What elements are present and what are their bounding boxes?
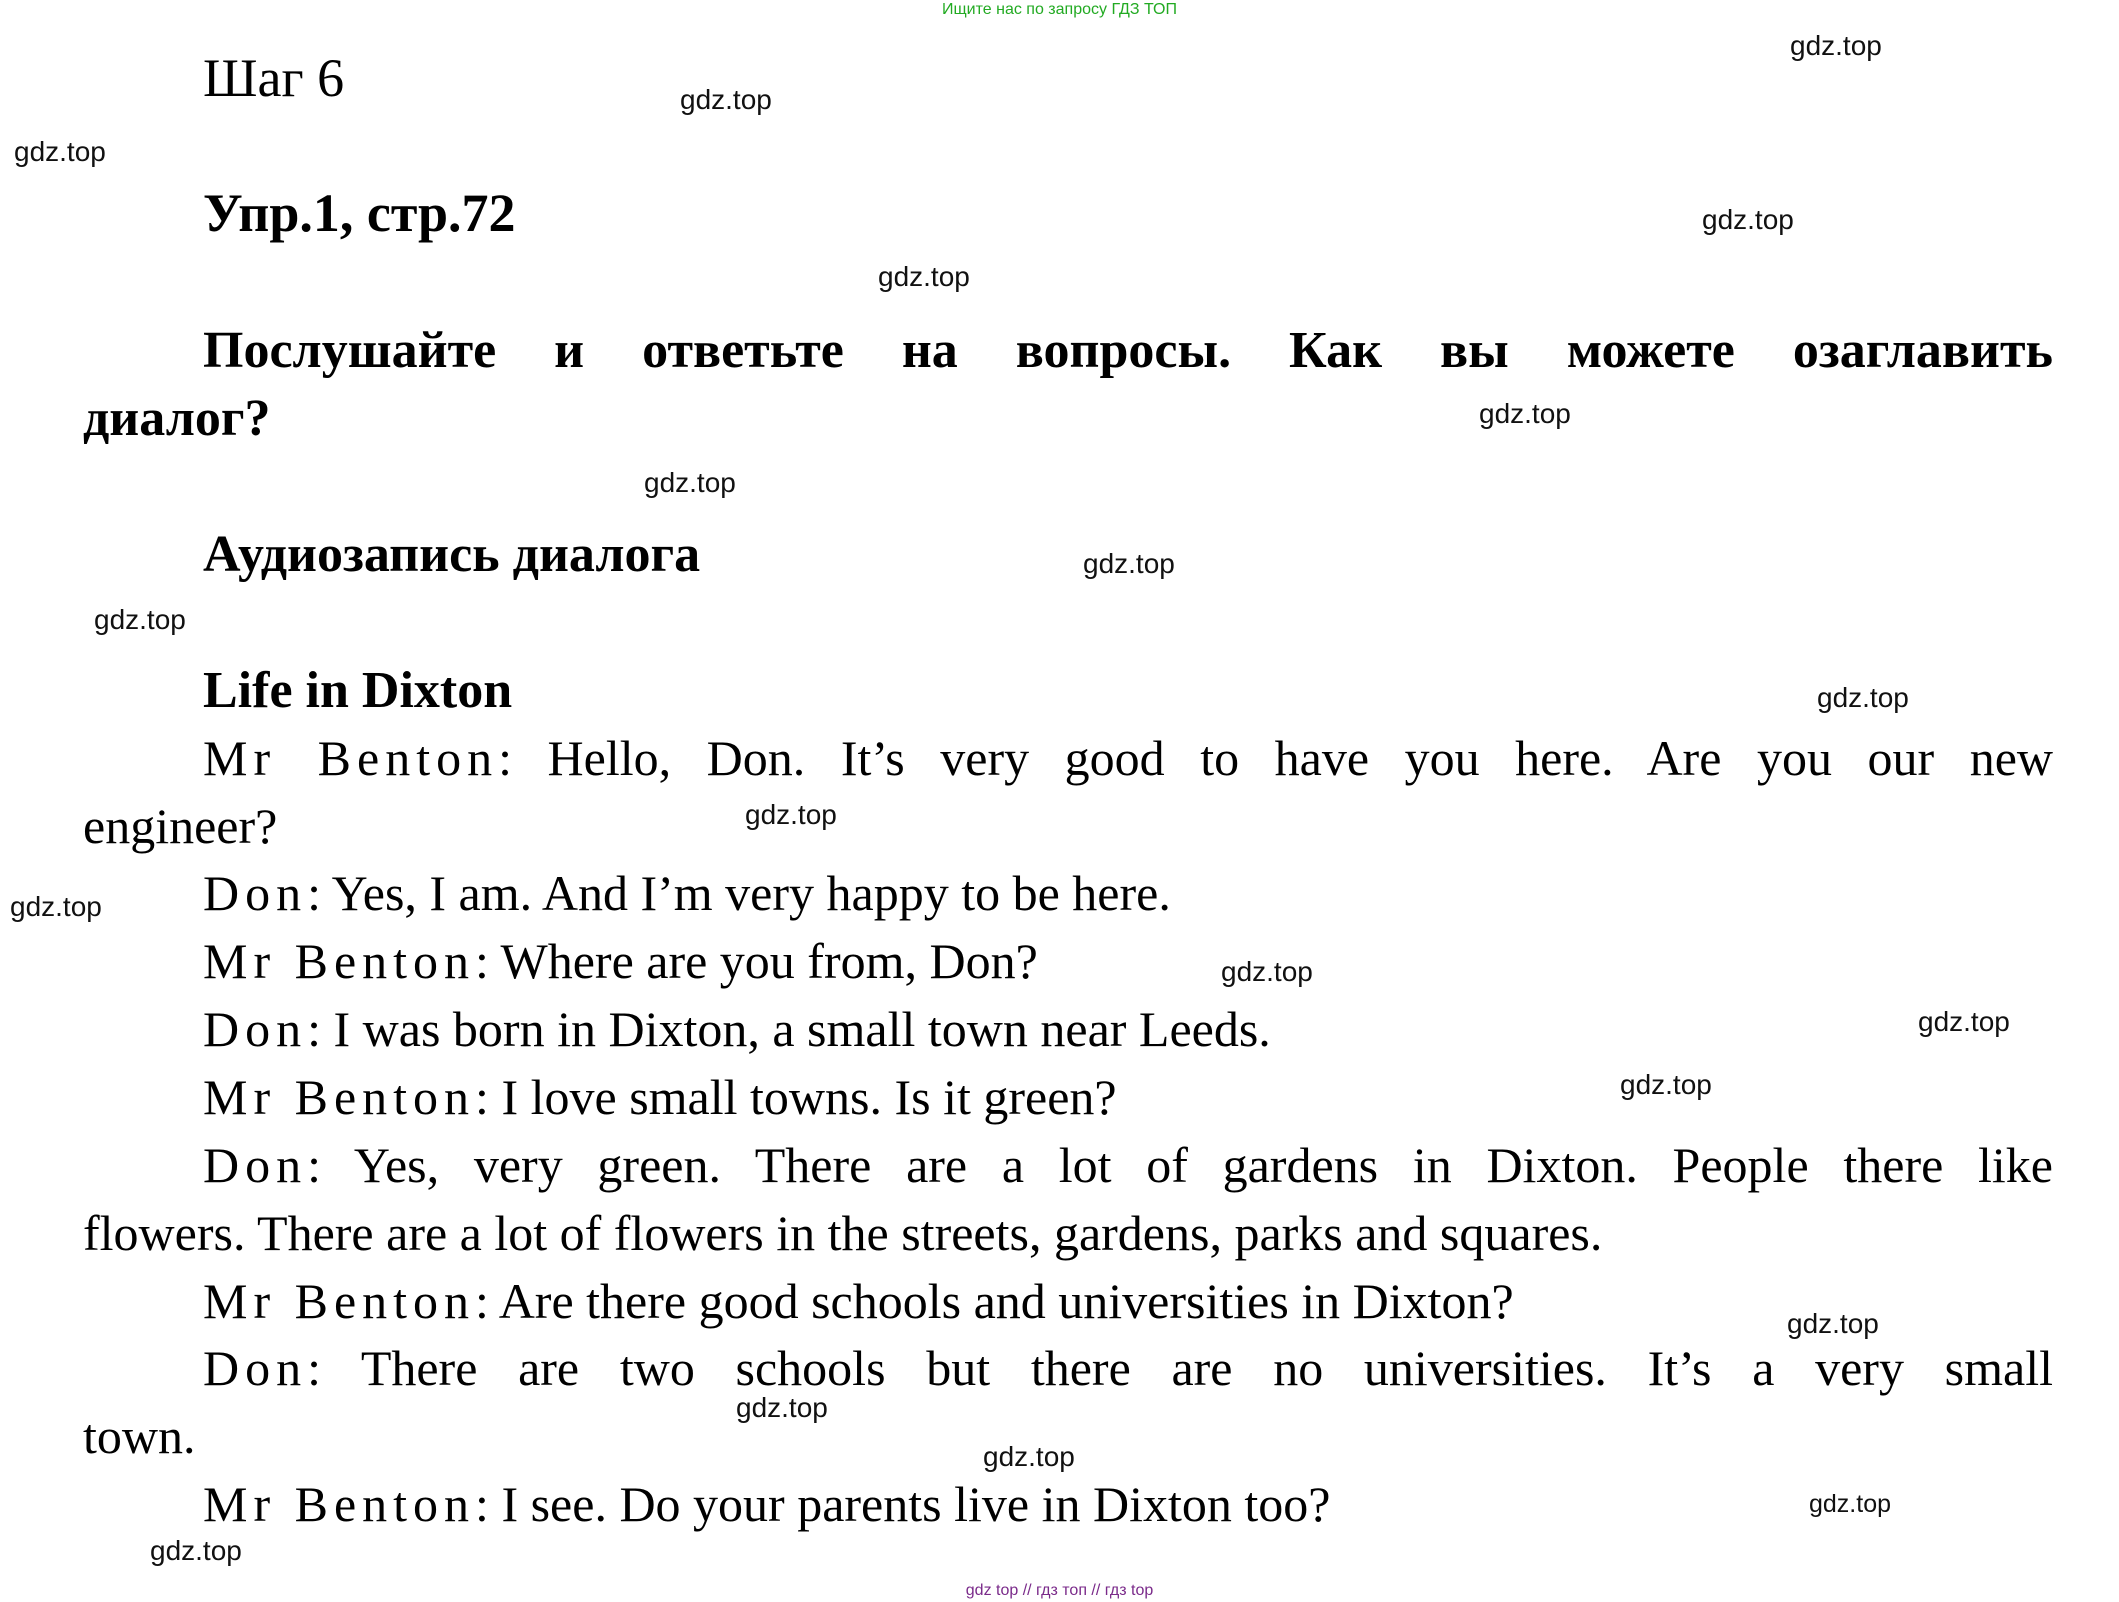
- dialog-line: Mr Benton: I love small towns. Is it green?: [203, 1069, 1117, 1125]
- dialog-text: Hello, Don. It’s very good to have you here. Are you our new: [547, 730, 2053, 786]
- dialog-text: Where are you from, Don?: [500, 933, 1038, 989]
- speaker-name: Mr Benton: [203, 933, 476, 989]
- dialog-line: Mr Benton: Where are you from, Don?: [203, 933, 1038, 989]
- task-instruction-line2: диалог?: [83, 390, 271, 447]
- watermark: gdz.top: [10, 891, 102, 922]
- watermark: gdz.top: [1479, 398, 1571, 429]
- dialog-line: Don: Yes, I am. And I’m very happy to be here.: [203, 865, 1171, 921]
- speaker-name: Mr Benton: [203, 1273, 476, 1329]
- watermark: gdz.top: [1918, 1006, 2010, 1037]
- watermark: gdz.top: [1787, 1308, 1879, 1339]
- task-instruction-line1: Послушайте и ответьте на вопросы. Как вы можете озаглавить: [203, 322, 2053, 379]
- dialog-text: There are two schools but there are no universities. It’s a very small: [360, 1340, 2053, 1396]
- watermark: gdz.top: [1702, 204, 1794, 235]
- watermark: gdz.top: [94, 604, 186, 635]
- exercise-title: Упр.1, стр.72: [203, 183, 516, 243]
- audio-title: Аудиозапись диалога: [203, 526, 701, 583]
- watermark: gdz.top: [736, 1392, 828, 1423]
- watermark: gdz.top: [983, 1441, 1075, 1472]
- watermark: gdz.top: [878, 261, 970, 292]
- step-title: Шаг 6: [203, 48, 345, 108]
- dialog-line: Don: There are two schools but there are no universities. It’s a very small: [203, 1340, 2053, 1396]
- dialog-text: I was born in Dixton, a small town near Leeds.: [333, 1001, 1271, 1057]
- dialog-text: Yes, very green. There are a lot of gardens in Dixton. People there like: [353, 1137, 2053, 1193]
- speaker-name: Don: [203, 1137, 308, 1193]
- dialog-line: Don: I was born in Dixton, a small town near Leeds.: [203, 1001, 1271, 1057]
- watermark: gdz.top: [1790, 30, 1882, 61]
- dialog-line-continuation: flowers. There are a lot of flowers in the streets, gardens, parks and squares.: [83, 1205, 1603, 1261]
- speaker-name: Don: [203, 865, 308, 921]
- speaker-name: Mr Benton: [203, 730, 499, 786]
- speaker-name: Mr Benton: [203, 1476, 476, 1532]
- watermark: gdz.top: [1083, 548, 1175, 579]
- speaker-name: Don: [203, 1001, 308, 1057]
- dialog-text: I love small towns. Is it green?: [501, 1069, 1117, 1125]
- dialog-line-continuation: engineer?: [83, 798, 278, 854]
- watermark: gdz.top: [1809, 1490, 1892, 1518]
- dialog-text: Are there good schools and universities in Dixton?: [498, 1273, 1514, 1329]
- dialog-line: Mr Benton: Are there good schools and universities in Dixton?: [203, 1273, 1514, 1329]
- dialog-line: Mr Benton: Hello, Don. It’s very good to have you here. Are you our new: [203, 730, 2053, 786]
- dialog-text: Yes, I am. And I’m very happy to be here.: [331, 865, 1171, 921]
- watermark: gdz.top: [1620, 1069, 1712, 1100]
- dialog-title: Life in Dixton: [203, 662, 513, 719]
- dialog-line: Don: Yes, very green. There are a lot of gardens in Dixton. People there like: [203, 1137, 2053, 1193]
- watermark: gdz.top: [680, 84, 772, 115]
- top-banner[interactable]: Ищите нас по запросу ГДЗ ТОП: [942, 1, 1177, 18]
- watermark: gdz.top: [1817, 682, 1909, 713]
- watermark: gdz.top: [644, 467, 736, 498]
- speaker-name: Don: [203, 1340, 308, 1396]
- dialog-line: Mr Benton: I see. Do your parents live in Dixton too?: [203, 1476, 1331, 1532]
- speaker-name: Mr Benton: [203, 1069, 476, 1125]
- dialog-line-continuation: town.: [83, 1408, 196, 1464]
- watermark: gdz.top: [150, 1535, 242, 1566]
- watermark: gdz.top: [1221, 956, 1313, 987]
- dialog-text: I see. Do your parents live in Dixton too?: [501, 1476, 1331, 1532]
- watermark: gdz.top: [745, 799, 837, 830]
- watermark: gdz.top: [14, 136, 106, 167]
- bottom-banner[interactable]: gdz top // гдз топ // гдз top: [965, 1582, 1154, 1599]
